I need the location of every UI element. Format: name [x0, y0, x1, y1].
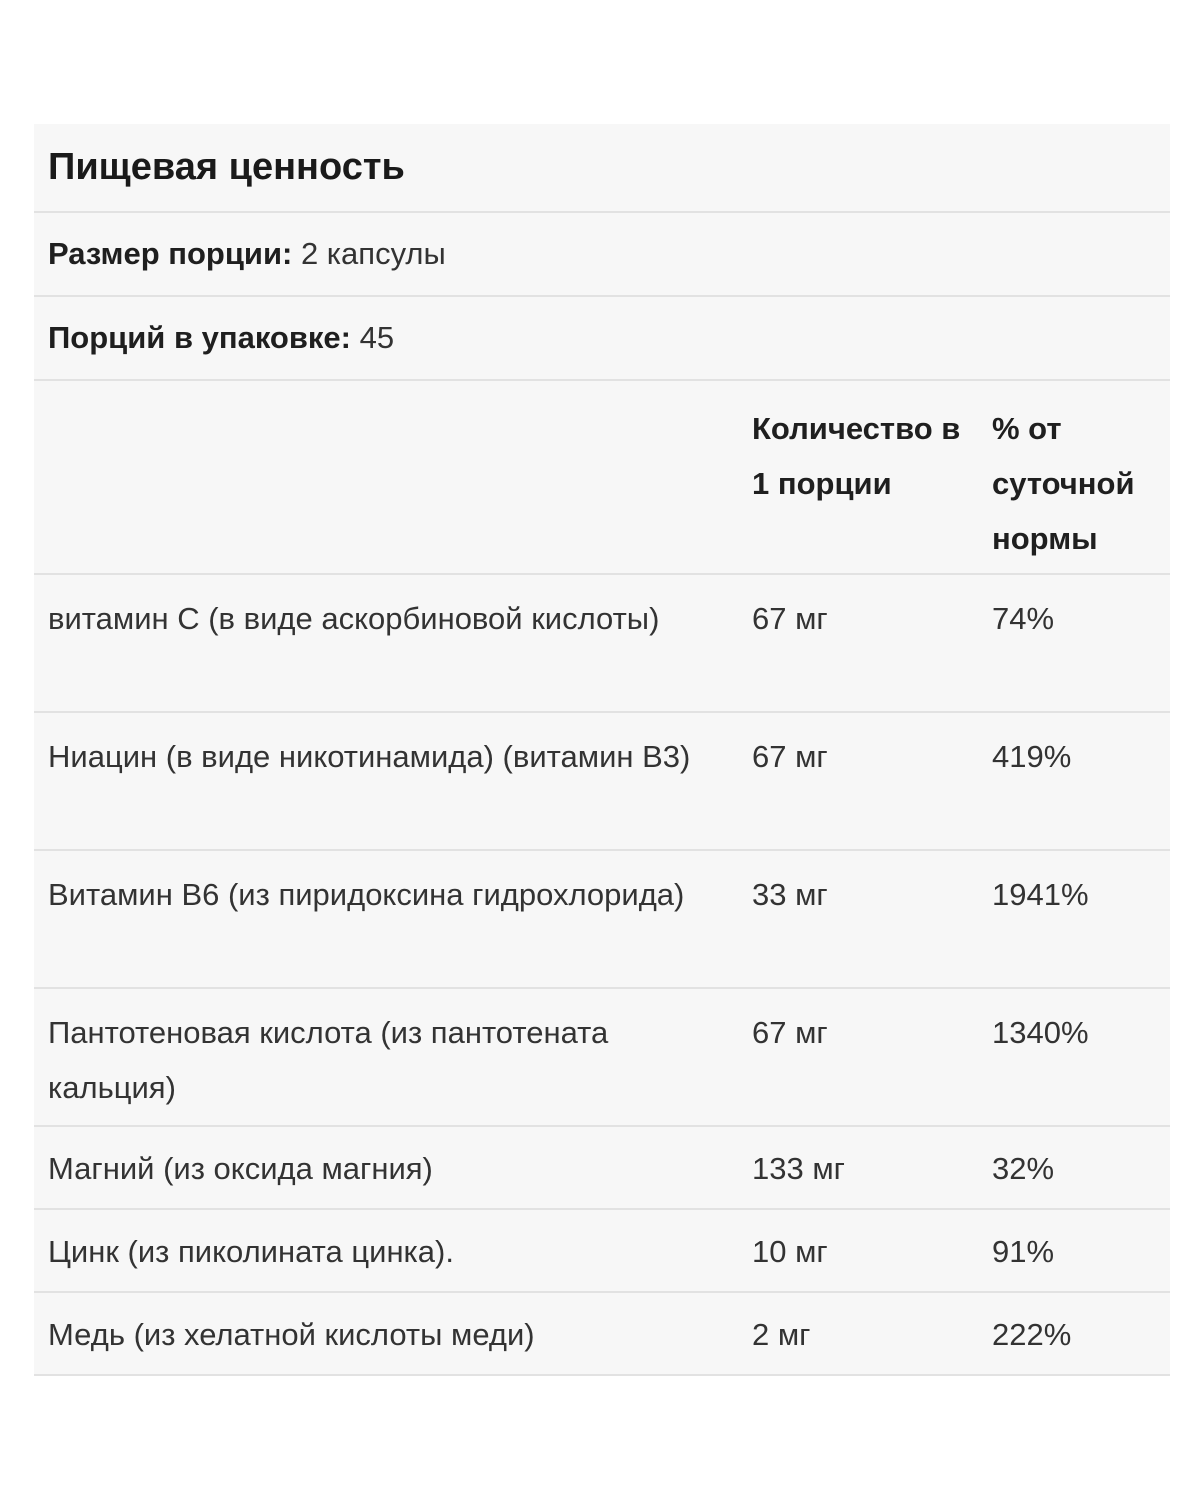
serving-size-value: 2 капсулы [292, 236, 446, 271]
servings-per-container-value: 45 [351, 320, 395, 355]
table-row [34, 1210, 1170, 1293]
servings-per-container-row [34, 297, 1170, 381]
table-row [34, 989, 1170, 1127]
nutrient-amount: 2 мг [752, 1317, 811, 1352]
table-row [34, 1293, 1170, 1376]
nutrient-name: Витамин B6 (из пиридоксина гидрохлорида) [48, 877, 685, 912]
nutrient-daily-value: 1340% [992, 1015, 1089, 1050]
nutrient-daily-value: 74% [992, 601, 1055, 636]
nutrient-name: Медь (из хелатной кислоты меди) [48, 1317, 535, 1352]
nutrient-name: витамин С (в виде аскорбиновой кислоты) [48, 601, 660, 636]
nutrient-name: Магний (из оксида магния) [48, 1151, 433, 1186]
nutrition-facts-panel [34, 124, 1170, 1376]
serving-size-row [34, 213, 1170, 297]
title-row [34, 124, 1170, 213]
nutrient-name: Ниацин (в виде никотинамида) (витамин B3) [48, 739, 691, 774]
nutrient-daily-value: 222% [992, 1317, 1072, 1352]
servings-per-container-label: Порций в упаковке: [48, 320, 351, 355]
table-row [34, 1127, 1170, 1210]
table-header-row [34, 381, 1170, 575]
nutrient-name: Пантотеновая кислота (из пантотената кальция) [48, 1015, 609, 1105]
nutrient-amount: 67 мг [752, 739, 828, 774]
nutrient-amount: 67 мг [752, 601, 828, 636]
header-daily-value: % от суточной нормы [992, 411, 1135, 556]
header-amount: Количество в 1 порции [752, 411, 961, 501]
serving-size-label: Размер порции: [48, 236, 293, 271]
nutrient-daily-value: 91% [992, 1234, 1055, 1269]
nutrient-amount: 133 мг [752, 1151, 845, 1186]
nutrient-amount: 33 мг [752, 877, 828, 912]
table-row [34, 851, 1170, 989]
table-row [34, 713, 1170, 851]
nutrient-name: Цинк (из пиколината цинка). [48, 1234, 454, 1269]
nutrient-daily-value: 1941% [992, 877, 1089, 912]
nutrient-amount: 67 мг [752, 1015, 828, 1050]
page-title: Пищевая ценность [48, 146, 405, 188]
nutrient-daily-value: 32% [992, 1151, 1055, 1186]
nutrient-amount: 10 мг [752, 1234, 828, 1269]
nutrient-daily-value: 419% [992, 739, 1072, 774]
table-row [34, 575, 1170, 713]
header-name [34, 381, 738, 573]
